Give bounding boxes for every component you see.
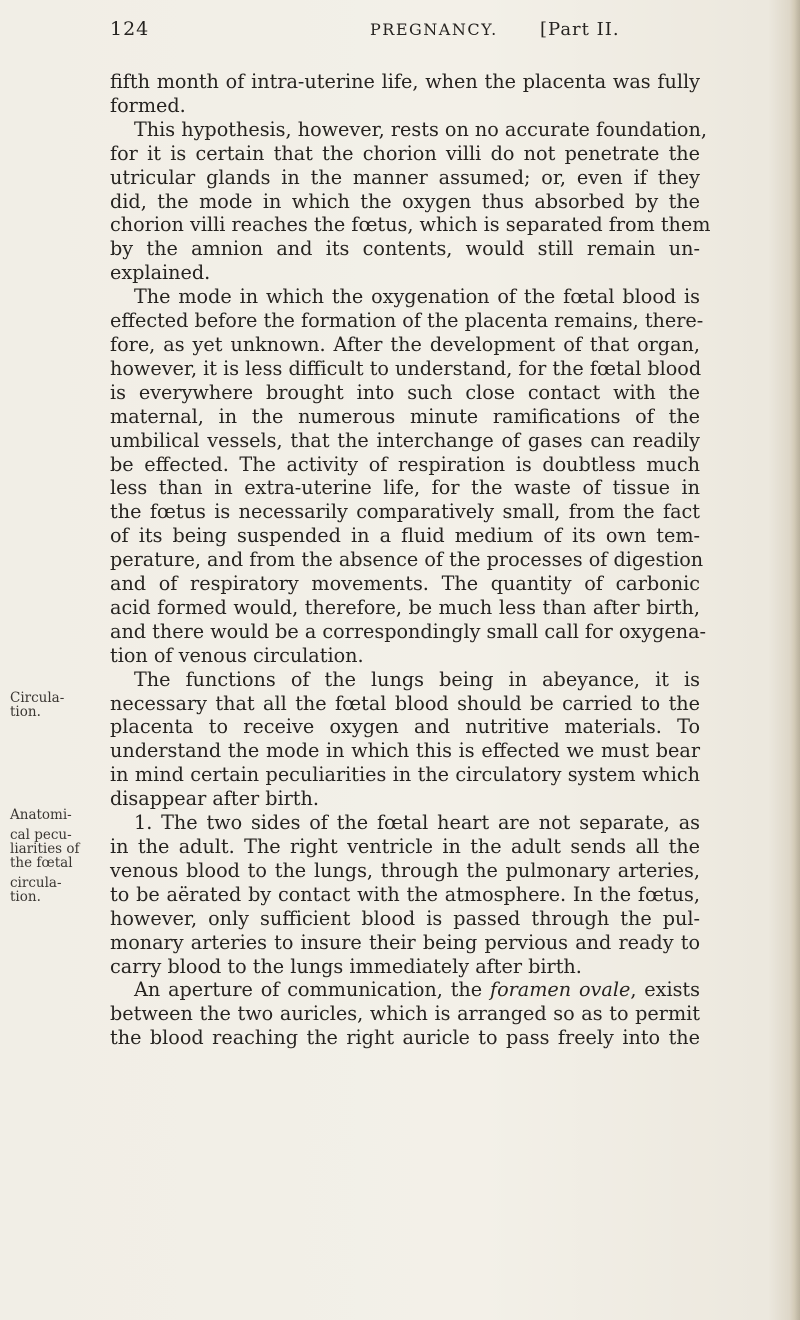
running-head (110, 14, 700, 44)
text-line: in mind certain peculiarities in the circulatory system which (110, 763, 700, 787)
margin-note-line: circula- (10, 875, 62, 891)
margin-note-anatomical-peculiarities (10, 808, 80, 904)
running-title: PREGNANCY. (370, 20, 498, 39)
text-line: monary arteries to insure their being pervious and ready to (110, 930, 700, 954)
margin-notes (10, 0, 102, 1320)
text-line: utricular glands in the manner assumed; or, even if they (110, 165, 700, 189)
margin-note-line: tion. (10, 704, 41, 720)
margin-note-line: the fœtal (10, 855, 73, 871)
text-line: acid formed would, therefore, be much less than after birth, (110, 595, 700, 619)
page-edge-shadow (790, 0, 800, 1320)
paragraph-start-line: This hypothesis, however, rests on no accurate foundation, (134, 117, 707, 141)
margin-note-line: Anatomi- (10, 807, 72, 823)
paragraph-start-line: The functions of the lungs being in abeyance, it is (134, 667, 700, 691)
text-line: perature, and from the absence of the processes of digestion (110, 548, 704, 572)
part-label: [Part II. (540, 19, 620, 40)
text-line: did, the mode in which the oxygen thus absorbed by the (110, 189, 700, 213)
text-line: be effected. The activity of respiration is doubtless much (110, 452, 700, 476)
text-line: fifth month of intra-uterine life, when the placenta was fully (110, 70, 700, 93)
text-line: to be aërated by contact with the atmosphere. In the fœtus, (110, 882, 700, 906)
text-line: formed. (110, 93, 186, 117)
text-segment: , exists (630, 978, 700, 1002)
text-line: however, it is less difficult to understand, for the fœtal blood (110, 356, 702, 380)
italic-term-foramen-ovale: foramen ovale (489, 978, 631, 1002)
text-line: in the adult. The right ventricle in the adult sends all the (110, 835, 700, 858)
text-line: of its being suspended in a fluid medium of its own tem- (110, 524, 700, 548)
text-line: tion of venous circulation. (110, 643, 364, 667)
margin-note-line: cal pecu- (10, 827, 72, 843)
text-line: and of respiratory movements. The quantity of carbonic (110, 572, 700, 596)
text-segment: An aperture of communication, the (134, 978, 490, 1002)
text-line: less than in extra-uterine life, for the waste of tissue in (110, 476, 700, 500)
paragraph-start-line: The mode in which the oxygenation of the fœtal blood is (134, 285, 700, 309)
text-line: explained. (110, 261, 211, 285)
body-text (110, 70, 711, 1050)
text-line: and there would be a correspondingly small call for oxygena- (110, 619, 706, 643)
text-line: venous blood to the lungs, through the pulmonary arteries, (110, 858, 700, 882)
text-line: carry blood to the lungs immediately after birth. (110, 954, 582, 978)
text-line: placenta to receive oxygen and nutritive materials. To (110, 715, 700, 739)
text-line: is everywhere brought into such close contact with the (110, 380, 700, 404)
margin-note-circulation (10, 691, 64, 719)
text-line: disappear after birth. (110, 787, 319, 811)
text-line: understand the mode in which this is effected we must bear (110, 739, 700, 763)
text-line: necessary that all the fœtal blood should be carried to the (110, 691, 700, 715)
text-line: between the two auricles, which is arranged so as to permit (110, 1002, 700, 1026)
text-line: maternal, in the numerous minute ramifications of the (110, 404, 700, 428)
text-line: umbilical vessels, that the interchange of gases can readily (110, 428, 700, 452)
text-line: the fœtus is necessarily comparatively small, from the fact (110, 500, 700, 524)
text-line: the blood reaching the right auricle to pass freely into the (110, 1026, 700, 1050)
paragraph-start-line (110, 978, 700, 1002)
margin-note-line: Circula- (10, 690, 65, 706)
text-line: for it is certain that the chorion villi do not penetrate the (110, 141, 700, 165)
margin-note-line: tion. (10, 889, 41, 905)
text-line: however, only sufficient blood is passed through the pul- (110, 906, 700, 930)
text-line: effected before the formation of the placenta remains, there- (110, 309, 704, 333)
text-line: by the amnion and its contents, would still remain un- (110, 237, 700, 261)
margin-note-line: liarities of (10, 841, 80, 857)
page-number: 124 (110, 18, 150, 40)
paragraph-start-line: 1. The two sides of the fœtal heart are not separate, as (134, 811, 700, 835)
text-line: chorion villi reaches the fœtus, which is separated from them (110, 213, 711, 237)
text-line: fore, as yet unknown. After the development of that organ, (110, 332, 700, 356)
